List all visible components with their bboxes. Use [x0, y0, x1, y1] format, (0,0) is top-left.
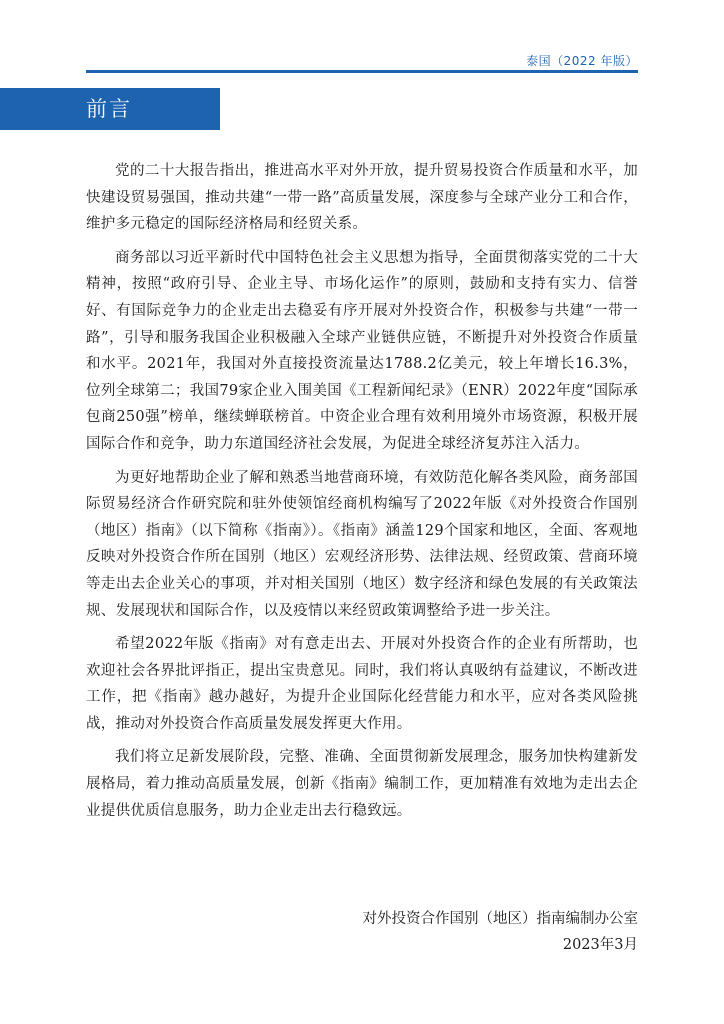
- signature-office: 对外投资合作国别（地区）指南编制办公室: [362, 911, 638, 927]
- paragraph-5: 我们将立足新发展阶段，完整、准确、全面贯彻新发展理念，服务加快构建新发展格局，着力推动高质量发展，创新《指南》编制工作，更加精准有效地为走出去企业提供优质信息服务，助力企业走出去行稳致远。: [86, 749, 638, 819]
- section-title: 前言: [86, 97, 132, 121]
- paragraph-4: 希望2022年版《指南》对有意走出去、开展对外投资合作的企业有所帮助，也欢迎社会各界批评指正，提出宝贵意见。同时，我们将认真吸纳有益建议，不断改进工作，把《指南》越办越好，为提升企业国际化经营能力和水平，应对各类风险挑战，推动对外投资合作高质量发展发挥更大作用。: [86, 636, 638, 732]
- header-divider: [86, 70, 638, 73]
- paragraph-2: 商务部以习近平新时代中国特色社会主义思想为指导，全面贯彻落实党的二十大精神，按照“政府引导、企业主导、市场化运作”的原则，鼓励和支持有实力、信誉好、有国际竞争力的企业走出去稳妥有序开展对外投资合作，积极参与共建“一带一路”，引导和服务我国企业积极融入全球产业链供应链，不断提升对外投资合作质量和水平。2021年，我国对外直接投资流量达1788.2亿美元，较上年增长16.3%，位列全球第二；我国79家企业入围美国《工程新闻纪录》（ENR）2022年度“国际承包商250强”榜单，继续蝉联榜首。中资企业合理有效利用境外市场资源，积极开展国际合作和竞争，助力东道国经济社会发展，为促进全球经济复苏注入活力。: [86, 249, 638, 452]
- paragraph-1: 党的二十大报告指出，推进高水平对外开放，提升贸易投资合作质量和水平，加快建设贸易强国，推动共建“一带一路”高质量发展，深度参与全球产业分工和合作，维护多元稳定的国际经济格局和经贸关系。: [86, 163, 638, 233]
- paragraph-3: 为更好地帮助企业了解和熟悉当地营商环境，有效防范化解各类风险，商务部国际贸易经济合作研究院和驻外使领馆经商机构编写了2022年版《对外投资合作国别（地区）指南》（以下简称《指南》）。《指南》涵盖129个国家和地区，全面、客观地反映对外投资合作所在国别（地区）宏观经济形势、法律法规、经贸政策、营商环境等走出去企业关心的事项，并对相关国别（地区）数字经济和绿色发展的有关政策法规、发展现状和国际合作，以及疫情以来经贸政策调整给予进一步关注。: [86, 469, 638, 619]
- signature-block: [363, 906, 639, 958]
- section-title-banner: [0, 88, 220, 130]
- edition-label: 泰国（2022 年版）: [526, 54, 638, 68]
- preface-body: [86, 158, 638, 831]
- signature-date: 2023年3月: [562, 937, 638, 953]
